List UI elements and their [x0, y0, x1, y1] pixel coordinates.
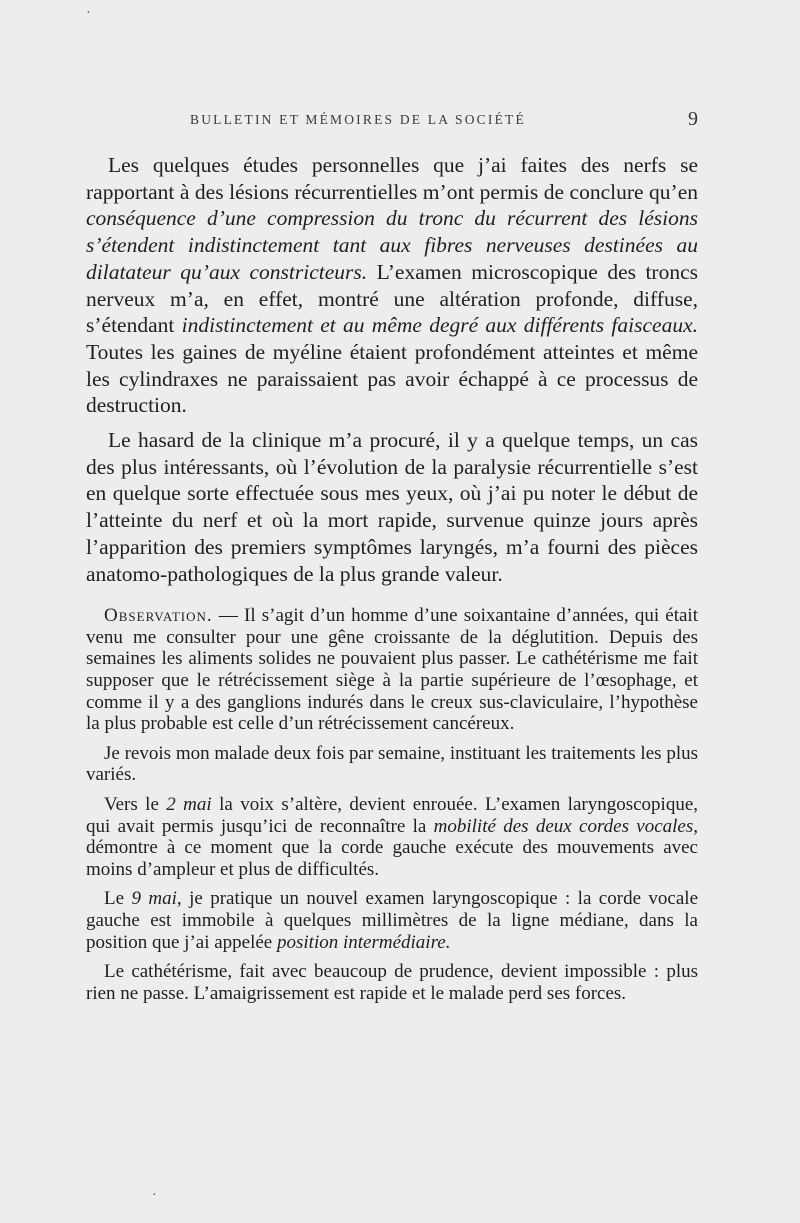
paragraph-7: Le cathétérisme, fait avec beaucoup de prudence, devient impossible : plus rien ne passe. L’amaigrissement est rapide et le malade perd ses forces.	[86, 961, 698, 1004]
p5-text-a: Vers le	[104, 794, 167, 815]
p5-text-b: la voix s’altère, devient enrouée. L’examen laryngoscopique, qui avait permis jusqu’ici de reconnaître la	[86, 794, 699, 837]
p1-text-c: Toutes les gaines de myéline étaient profondément atteintes et même les cylindraxes ne paraissaient pas avoir échappé à ce processus de destruction.	[86, 339, 698, 418]
p1-italic-2: indistinctement et au même degré aux différents faisceaux.	[181, 313, 698, 338]
page-header	[86, 108, 700, 134]
p6-date: 9 mai,	[131, 888, 182, 910]
p5-italic: mobilité des deux cordes vocales,	[433, 815, 698, 837]
observation-label: Observation.	[104, 605, 213, 627]
p5-date: 2 mai	[166, 794, 212, 815]
p1-italic-1: conséquence d’une compression du tronc du récurrent des lésions s’étendent indistinctement tant aux fibres nerveuses destinées au dilatateur qu’aux constricteurs.	[86, 206, 698, 284]
running-head: BULLETIN ET MÉMOIRES DE LA SOCIÉTÉ	[190, 112, 526, 127]
paragraph-6	[86, 888, 698, 953]
observation-text: — Il s’agit d’un homme d’une soixantaine d’années, qui était venu me consulter pour une gêne croissante de la déglutition. Depuis des semaines les aliments solides ne pouvaient plus passer. Le cathétérisme me fait supposer que le rétrécissement siège à la partie supérieure de l’œsophage, et comme il y a des ganglions indurés dans le creux sus-claviculaire, l’hypothèse la plus probable est celle d’un rétrécissement cancéreux.	[86, 605, 698, 735]
paragraph-1	[86, 152, 698, 419]
p6-italic: position intermédiaire.	[277, 931, 451, 953]
body-text	[86, 152, 698, 1004]
observation-paragraph	[86, 605, 698, 735]
margin-dot: ·	[86, 6, 91, 21]
page-number: 9	[688, 108, 698, 130]
paragraph-4: Je revois mon malade deux fois par semaine, instituant les traitements les plus variés.	[86, 742, 698, 786]
p6-text-b: je pratique un nouvel examen laryngoscopique : la corde vocale gauche est immobile à quelques millimètres de la ligne médiane, dans la position que j’ai appelée	[86, 888, 699, 953]
p1-text-b: L’examen microscopique des troncs nerveux m’a, en effet, montré une altération profonde, diffuse, s’étendant	[86, 259, 699, 338]
paragraph-2: Le hasard de la clinique m’a procuré, il y a quelque temps, un cas des plus intéressants, où l’évolution de la paralysie récurrentielle s’est en quelque sorte effectuée sous mes yeux, où j’ai pu noter le début de l’atteinte du nerf et où la mort rapide, survenue quinze jours après l’apparition des premiers symptômes laryngés, m’a fourni des pièces anatomo-pathologiques de la plus grande valeur.	[86, 428, 698, 586]
paragraph-5	[86, 794, 698, 880]
p6-text-a: Le	[104, 888, 132, 910]
p1-text-a: Les quelques études personnelles que j’ai faites des nerfs se rapportant à des lésions récurrentielles m’ont permis de conclure qu’en	[86, 153, 698, 204]
margin-dot-bottom: ·	[152, 1188, 157, 1203]
p5-text-c: démontre à ce moment que la corde gauche exécute des mouvements avec moins d’ampleur et plus de difficultés.	[86, 837, 698, 880]
